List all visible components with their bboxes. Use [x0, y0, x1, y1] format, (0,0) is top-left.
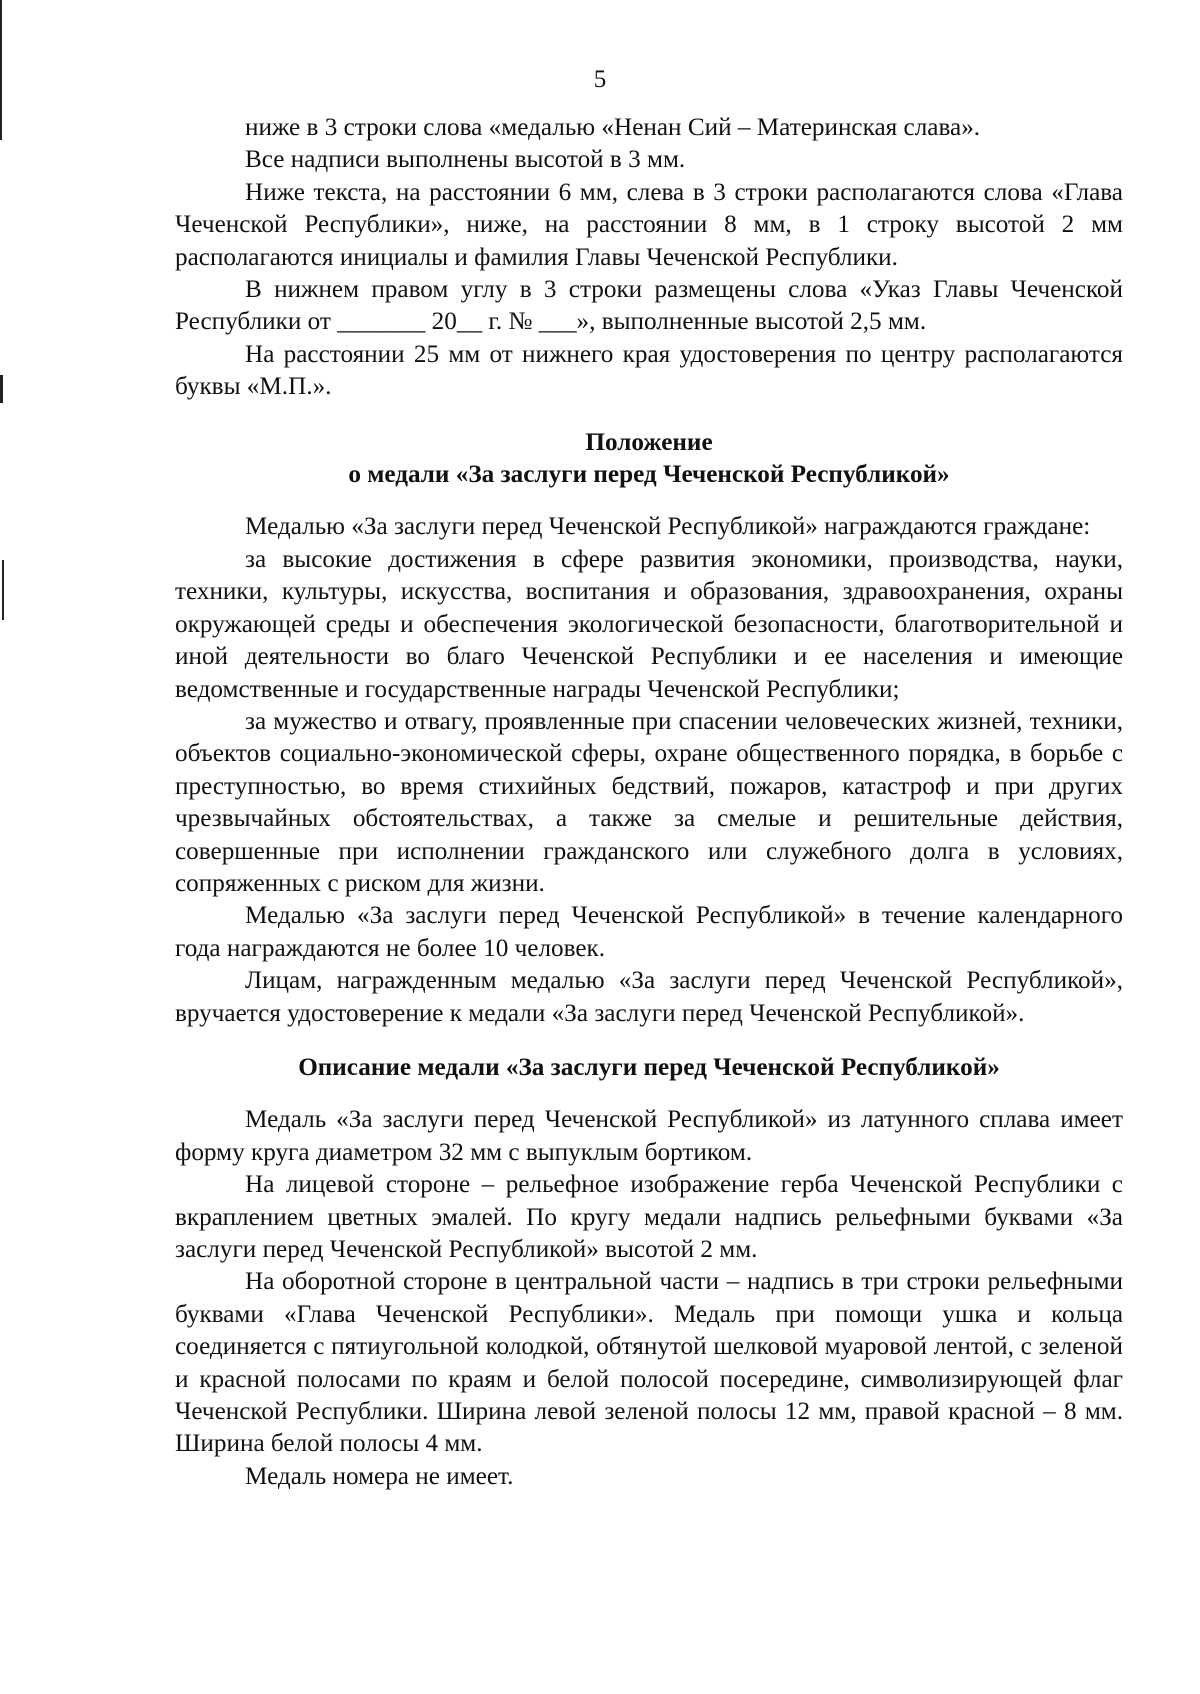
document-body: [175, 112, 1123, 1493]
section-regulation: [175, 427, 1123, 1030]
paragraph: Лицам, награжденным медалью «За заслуги перед Чеченской Республикой», вручается удостоверение к медали «За заслуги перед Чеченской Республикой».: [175, 967, 1123, 1027]
paragraph: На лицевой стороне – рельефное изображение герба Чеченской Республики с вкраплением цветных эмалей. По кругу медали надпись рельефными буквами «За заслуги перед Чеченской Республикой» высотой 2 мм.: [175, 1171, 1123, 1263]
section-intro: [175, 112, 1123, 404]
paragraph: за высокие достижения в сфере развития экономики, производства, науки, техники, культуры, искусства, воспитания и образования, здравоохранения, охраны окружающей среды и обеспечения экологической безопасности, благотворительной и иной деятельности во благо Чеченской Республики и ее населения и имеющие ведомственные и государственные награды Чеченской Республики;: [175, 545, 1123, 703]
description-title: Описание медали «За заслуги перед Чеченской Республикой»: [298, 1053, 1000, 1081]
regulation-title-line1: Положение: [585, 428, 713, 456]
paragraph: В нижнем правом углу в 3 строки размещены слова «Указ Главы Чеченской Республики от _______ 20__ г. № ___», выполненные высотой 2,5 мм.: [175, 276, 1123, 336]
paragraph: Медалью «За заслуги перед Чеченской Республикой» в течение календарного года награждаются не более 10 человек.: [175, 902, 1123, 962]
page-number: 5: [593, 66, 607, 93]
paragraph: за мужество и отвагу, проявленные при спасении человеческих жизней, техники, объектов социально-экономической сферы, охране общественного порядка, в борьбе с преступностью, во время стихийных бедствий, пожаров, катастроф и при других чрезвычайных обстоятельствах, а также за смелые и решительные действия, совершенные при исполнении гражданского или служебного долга в условиях, сопряженных с риском для жизни.: [175, 707, 1123, 897]
paragraph: Медаль номера не имеет.: [245, 1462, 514, 1490]
section-description: [175, 1052, 1123, 1493]
paragraph: ниже в 3 строки слова «медалью «Ненан Сий – Материнская слава».: [245, 114, 981, 141]
scan-edge-mark: [2, 560, 4, 620]
regulation-title-line2: о медали «За заслуги перед Чеченской Республикой»: [348, 461, 950, 489]
paragraph: На расстоянии 25 мм от нижнего края удостоверения по центру располагаются буквы «М.П.».: [175, 340, 1123, 401]
scan-edge-mark: [0, 375, 3, 403]
paragraph: На оборотной стороне в центральной части – надпись в три строки рельефными буквами «Глава Чеченской Республики». Медаль при помощи ушка и кольца соединяется с пятиугольной колодкой, обтянутой шелковой муаровой лентой, с зеленой и красной полосами по краям и белой полосой посередине, символизирующей флаг Чеченской Республики. Ширина левой зеленой полосы 12 мм, правой красной – 8 мм. Ширина белой полосы 4 мм.: [175, 1268, 1123, 1458]
paragraph: Медаль «За заслуги перед Чеченской Республикой» из латунного сплава имеет форму круга диаметром 32 мм с выпуклым бортиком.: [175, 1106, 1123, 1166]
paragraph: Ниже текста, на расстоянии 6 мм, слева в 3 строки располагаются слова «Глава Чеченской Республики», ниже, на расстоянии 8 мм, в 1 строку высотой 2 мм располагаются инициалы и фамилия Главы Чеченской Республики.: [175, 178, 1123, 271]
paragraph: Медалью «За заслуги перед Чеченской Республикой» награждаются граждане:: [245, 513, 1091, 541]
paragraph: Все надписи выполнены высотой в 3 мм.: [245, 146, 686, 174]
